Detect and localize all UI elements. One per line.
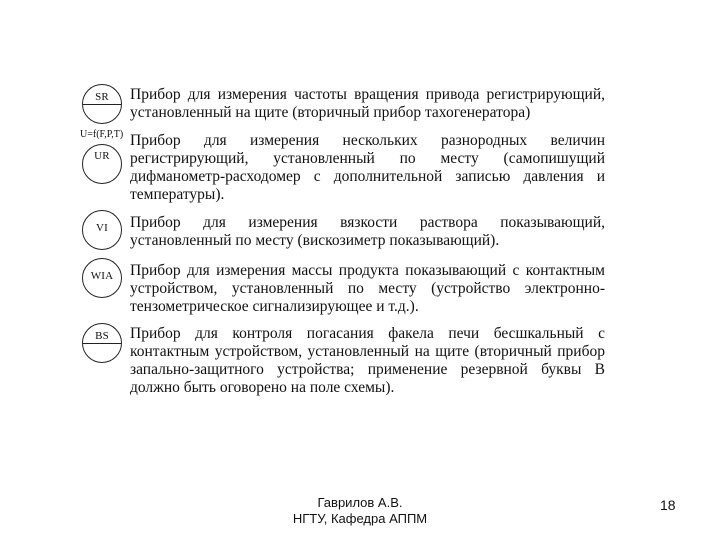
local-instrument-circle-icon (82, 210, 122, 250)
instrument-description: Прибор для измерения вязкости раствора показывающий, установленный по месту (вискозиметр показывающий). (130, 214, 605, 249)
instrument-description: Прибор для контроля погасания факела печи бесшкальный с контактным устройством, установленный на щите (вторичный прибор запально-защитного устройства; применение резервной буквы В должно быть оговорено на поле схемы). (130, 325, 605, 396)
local-instrument-circle-icon (82, 144, 122, 184)
instrument-symbol (82, 258, 126, 298)
instrument-code: SR (95, 91, 109, 103)
instrument-code: UR (94, 150, 110, 162)
instrument-symbol (82, 210, 126, 250)
instrument-code: WIA (90, 270, 114, 282)
instrument-symbol (82, 323, 126, 363)
instrument-description: Прибор для измерения массы продукта показывающий с контактным устройством, установленный по месту (устройство электронно-тензометрическое сигнализирующее и т.д.). (130, 262, 605, 315)
instrument-formula: U=f(F,P,T) (80, 129, 124, 140)
page-number: 18 (660, 497, 676, 513)
instrument-description: Прибор для измерения нескольких разнородных величин регистрирующий, установленный по месту (самопишущий дифманометр-расходомер с дополнительной записью давления и температуры). (130, 132, 605, 203)
panel-instrument-circle-icon (82, 84, 122, 124)
instrument-symbol (80, 129, 126, 184)
instrument-code: VI (95, 222, 108, 234)
local-instrument-circle-icon (82, 258, 122, 298)
instrument-description: Прибор для измерения частоты вращения привода регистрирующий, установленный на щите (вторичный прибор тахогенератора) (130, 86, 605, 121)
footer-author: Гаврилов А.В. (317, 495, 403, 510)
panel-instrument-circle-icon (82, 323, 122, 363)
instrument-symbol (82, 84, 126, 124)
instrument-code: BS (95, 330, 109, 342)
footer-department: НГТУ, Кафедра АППМ (292, 511, 428, 526)
footer (260, 495, 460, 527)
